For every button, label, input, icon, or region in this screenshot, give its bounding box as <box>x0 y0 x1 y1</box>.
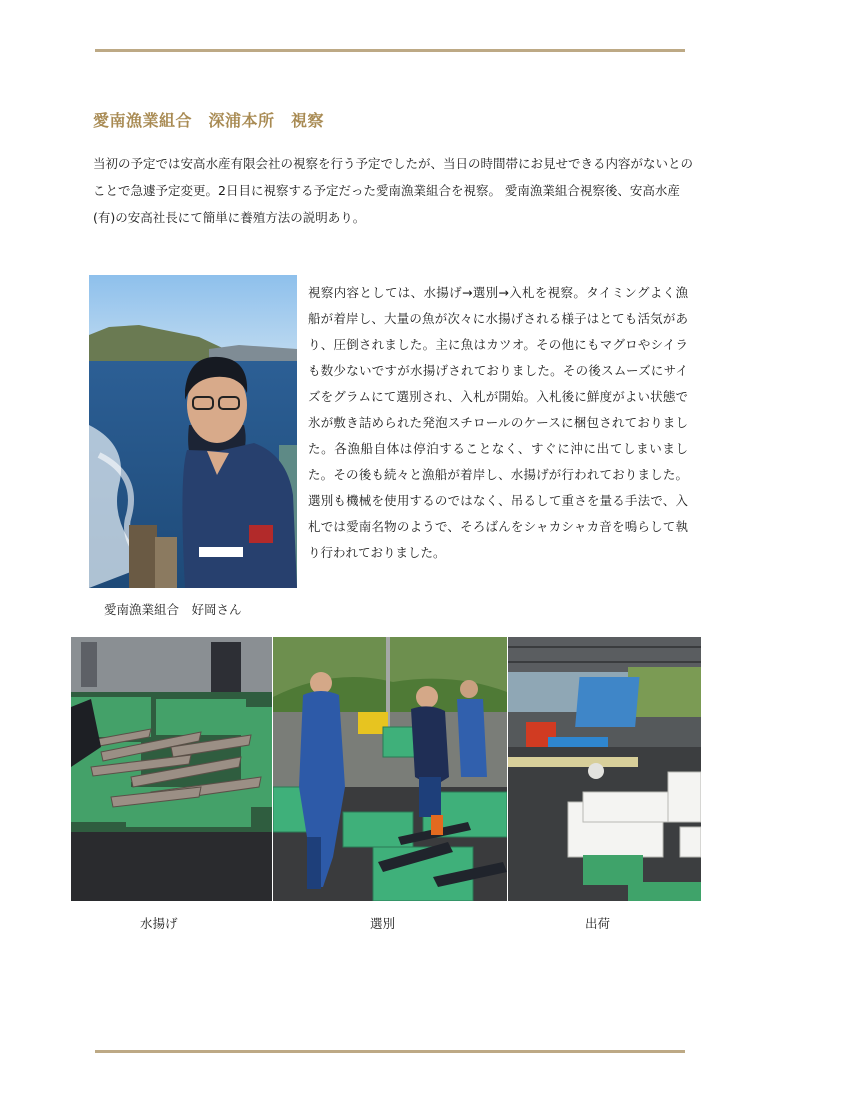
photo-landing <box>71 637 272 901</box>
page-title: 愛南漁業組合 深浦本所 視察 <box>93 111 325 130</box>
portrait-photo <box>89 275 297 588</box>
photo-sorting <box>273 637 507 901</box>
portrait-caption: 愛南漁業組合 好岡さん <box>104 602 242 617</box>
caption-sorting: 選別 <box>370 916 396 931</box>
caption-shipping: 出荷 <box>585 916 611 931</box>
bottom-rule <box>95 1050 685 1053</box>
top-rule <box>95 49 685 52</box>
caption-landing: 水揚げ <box>140 916 178 931</box>
photo-shipping <box>508 637 701 901</box>
body-paragraph: 視察内容としては、水揚げ→選別→入札を視察。タイミングよく漁船が着岸し、大量の魚が次々に水揚げされる様子はとても活気があり、圧倒されました。主に魚はカツオ。その他にもマグロやシイラも数少ないですが水揚げされておりました。その後スムーズにサイズをグラムにて選別され、入札が開始。入札後に鮮度がよい状態で氷が敷き詰められた発泡スチロールのケースに梱包されておりました。各漁船自体は停泊することなく、すぐに沖に出てしまいました。その後も続々と漁船が着岸し、水揚げが行われておりました。選別も機械を使用するのではなく、吊るして重さを量る手法で、入札では愛南名物のようで、そろばんをシャカシャカ音を鳴らして執り行われておりました。 <box>308 285 688 560</box>
intro-paragraph: 当初の予定では安高水産有限会社の視察を行う予定でしたが、当日の時間帯にお見せできる内容がないとのことで急遽予定変更。2日目に視察する予定だった愛南漁業組合を視察。 愛南漁業組合視察後、安高水産(有)の安高社長にて簡単に養殖方法の説明あり。 <box>93 156 694 225</box>
